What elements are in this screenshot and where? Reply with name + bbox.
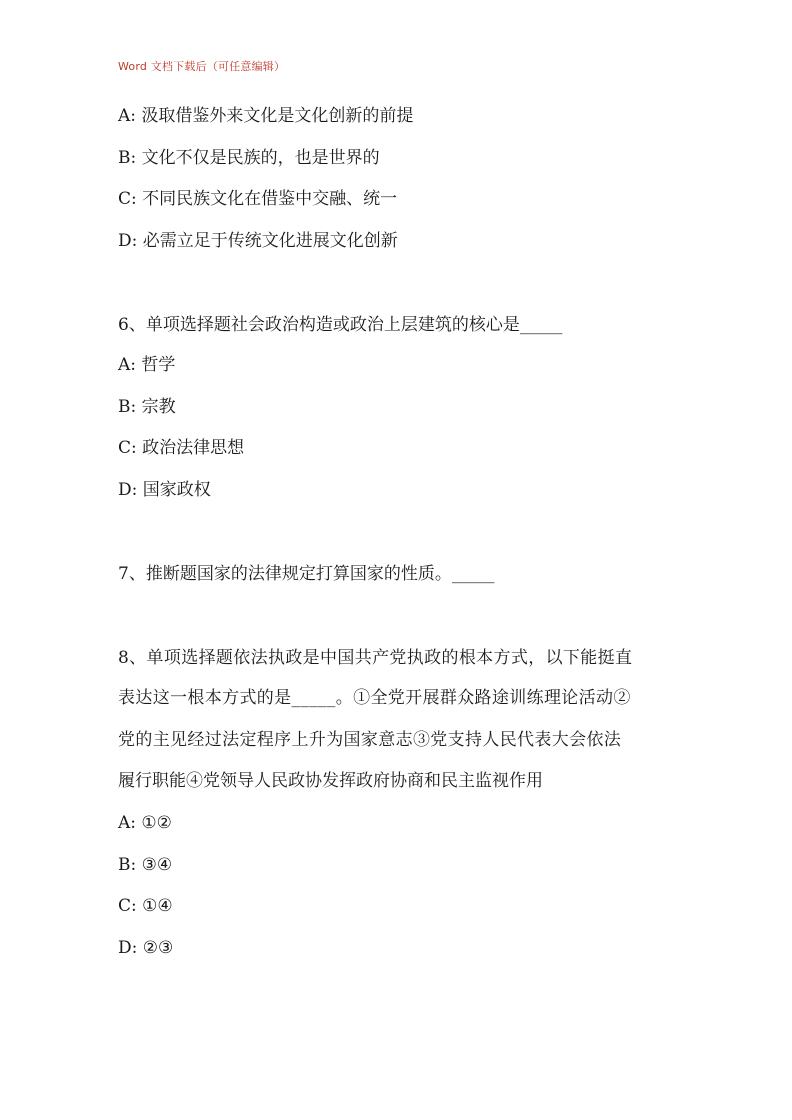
q8-option-a: A: ①② xyxy=(118,813,172,833)
q8-stem-line-3: 党的主见经过法定程序上升为国家意志③党支持人民代表大会依法 xyxy=(118,730,622,750)
q6-option-a: A: 哲学 xyxy=(118,355,176,375)
q5-option-b: B: 文化不仅是民族的，也是世界的 xyxy=(118,148,380,168)
q7-stem: 7、推断题国家的法律规定打算国家的性质。_____ xyxy=(118,564,495,584)
q8-stem-line-1: 8、单项选择题依法执政是中国共产党执政的根本方式，以下能挺直 xyxy=(118,648,633,668)
q8-stem-line-4: 履行职能④党领导人民政协发挥政府协商和民主监视作用 xyxy=(118,771,543,791)
q6-stem: 6、单项选择题社会政治构造或政治上层建筑的核心是_____ xyxy=(118,315,563,335)
q8-option-b: B: ③④ xyxy=(118,855,173,875)
q6-option-d: D: 国家政权 xyxy=(118,480,211,500)
q8-option-c: C: ①④ xyxy=(118,896,173,916)
q5-option-a: A: 汲取借鉴外来文化是文化创新的前提 xyxy=(118,106,414,126)
q5-option-d: D: 必需立足于传统文化进展文化创新 xyxy=(118,231,398,251)
q6-option-c: C: 政治法律思想 xyxy=(118,438,245,458)
q8-stem-line-2: 表达这一根本方式的是_____。①全党开展群众路途训练理论活动② xyxy=(118,688,631,708)
q6-option-b: B: 宗教 xyxy=(118,397,176,417)
q5-option-c: C: 不同民族文化在借鉴中交融、统一 xyxy=(118,189,398,209)
document-header-watermark: Word 文档下载后（可任意编辑） xyxy=(118,60,286,73)
q8-option-d: D: ②③ xyxy=(118,938,174,958)
